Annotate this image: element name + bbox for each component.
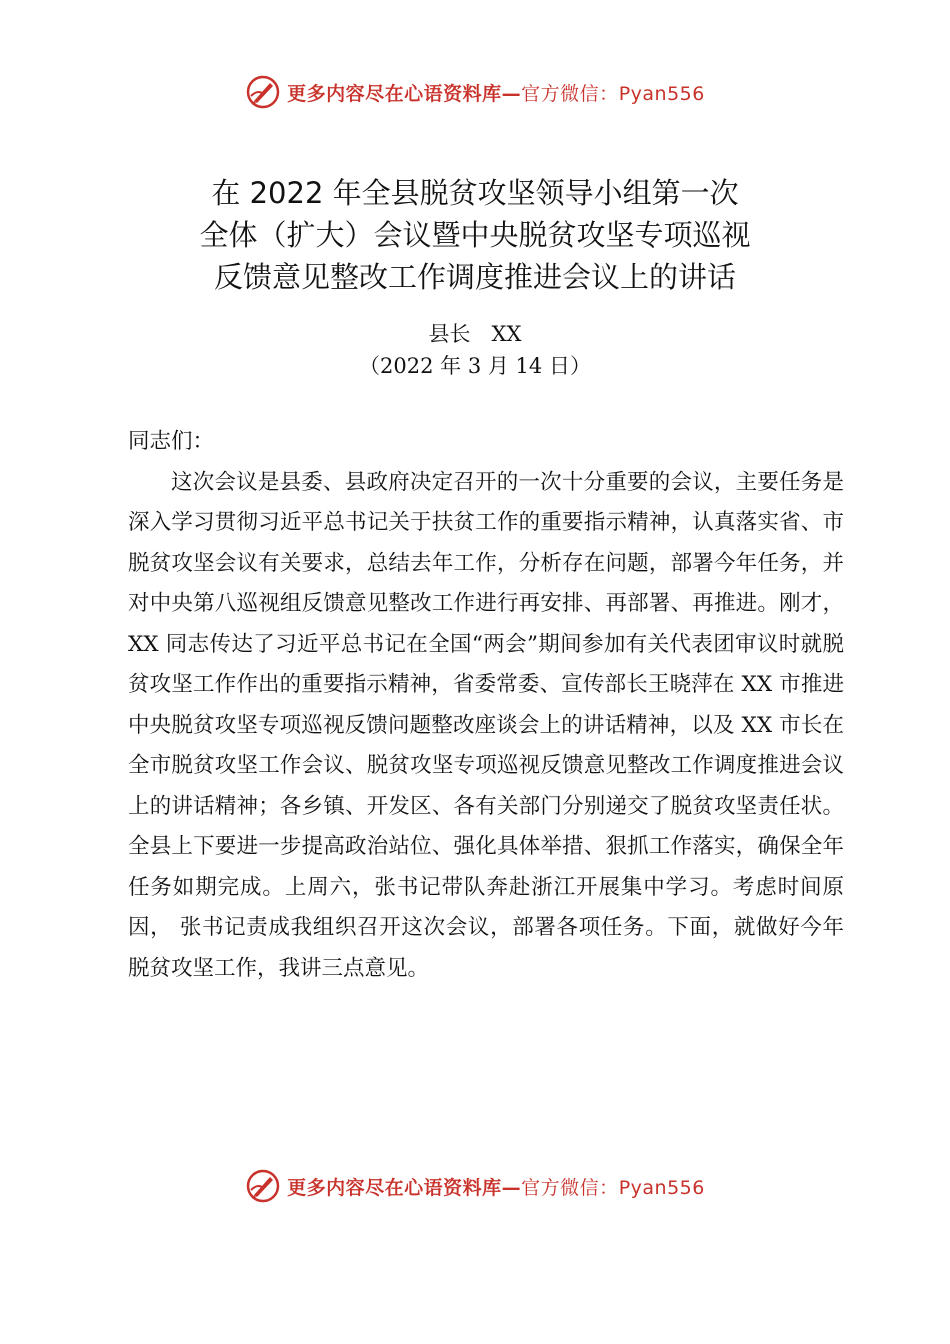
speaker: 县长 XX	[428, 322, 522, 346]
pen-logo-icon	[245, 74, 281, 110]
header-banner	[0, 70, 950, 114]
banner-main-text: 更多内容尽在心语资料库—	[287, 1176, 522, 1199]
speech-date: （2022 年 3 月 14 日）	[359, 354, 591, 378]
banner-text	[287, 1173, 705, 1200]
banner-sub-text: 官方微信：	[521, 82, 619, 105]
speech-body	[128, 422, 844, 989]
banner-wechat-id: Pyan556	[618, 82, 705, 105]
banner-sub-text: 官方微信：	[521, 1176, 619, 1199]
banner-main-text: 更多内容尽在心语资料库—	[287, 82, 522, 105]
banner-wechat-id: Pyan556	[618, 1176, 705, 1199]
banner-text	[287, 79, 705, 106]
document-title	[0, 172, 950, 298]
title-line: 全体（扩大）会议暨中央脱贫攻坚专项巡视	[199, 218, 751, 252]
body-paragraph: 这次会议是县委、县政府决定召开的一次十分重要的会议，主要任务是深入学习贯彻习近平总书记关于扶贫工作的重要指示精神，认真落实省、市脱贫攻坚会议有关要求，总结去年工作，分析存在问题，部署今年任务，并对中央第八巡视组反馈意见整改工作进行再安排、再部署、再推进。刚才，XX 同志传达了习近平总书记在全国“两会”期间参加有关代表团审议时就脱贫攻坚工作作出的重要指示精神，省委常委、宣传部长王晓萍在 XX 市推进中央脱贫攻坚专项巡视反馈问题整改座谈会上的讲话精神，以及 XX 市长在全市脱贫攻坚工作会议、脱贫攻坚专项巡视反馈意见整改工作调度推进会议上的讲话精神；各乡镇、开发区、各有关部门分别递交了脱贫攻坚责任状。全县上下要进一步提高政治站位、强化具体举措、狠抓工作落实，确保全年任务如期完成。上周六，张书记带队奔赴浙江开展集中学习。考虑时间原因， 张书记责成我组织召开这次会议，部署各项任务。下面，就做好今年脱贫攻坚工作，我讲三点意见。	[128, 469, 844, 981]
pen-logo-icon	[245, 1168, 281, 1204]
salutation: 同志们：	[128, 429, 215, 454]
footer-banner	[0, 1164, 950, 1208]
title-line: 反馈意见整改工作调度推进会议上的讲话	[213, 260, 736, 294]
title-line: 在 2022 年全县脱贫攻坚领导小组第一次	[211, 176, 739, 210]
byline	[0, 318, 950, 382]
